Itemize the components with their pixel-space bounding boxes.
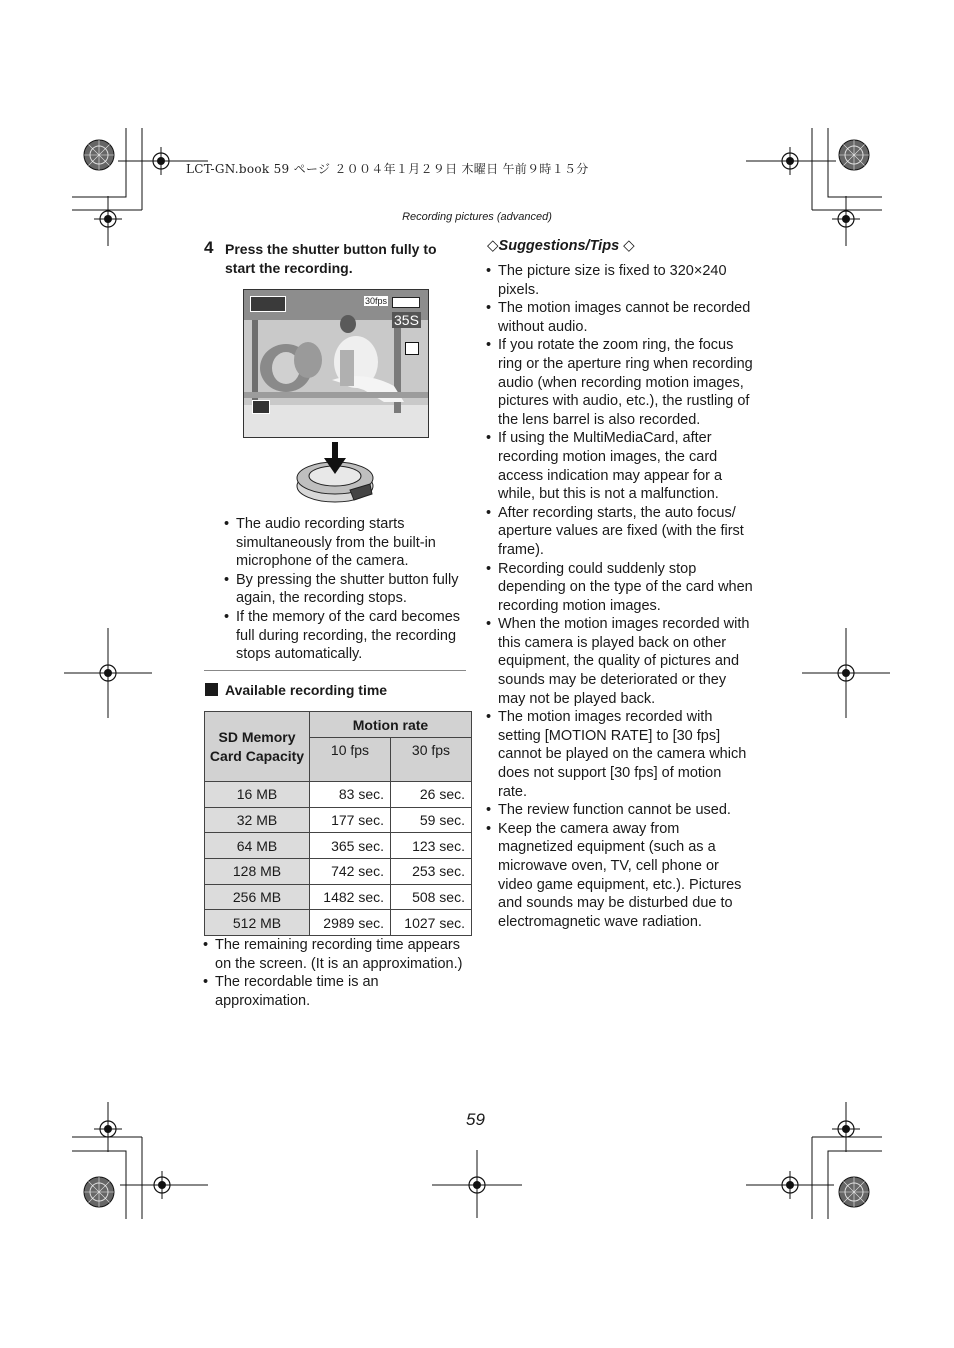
section-divider bbox=[204, 670, 466, 671]
fps30-cell: 26 sec. bbox=[391, 782, 472, 808]
camera-screen-illustration bbox=[243, 289, 429, 438]
list-item: • The recordable time is an approximation. bbox=[202, 973, 472, 1010]
fps10-cell: 1482 sec. bbox=[310, 884, 391, 910]
capacity-cell: 32 MB bbox=[205, 807, 310, 833]
square-bullet-icon bbox=[205, 683, 218, 696]
running-head: Recording pictures (advanced) bbox=[402, 211, 552, 223]
fps10-header: 10 fps bbox=[310, 738, 391, 782]
table-row bbox=[205, 782, 472, 808]
capacity-cell: 128 MB bbox=[205, 859, 310, 885]
list-item: • If using the MultiMediaCard, after recording motion images, the card access indication may appear for a while, but this is not a malfunction. bbox=[485, 429, 753, 503]
fps-indicator: 30fps bbox=[365, 296, 388, 306]
list-item: • Keep the camera away from magnetized equipment (such as a microwave oven, TV, cell phone or video game equipment, etc.). Pictures and sounds may be disturbed due to electromagnetic wave radiation. bbox=[485, 820, 753, 932]
capacity-cell: 256 MB bbox=[205, 884, 310, 910]
diamond-icon: ◇ bbox=[487, 237, 499, 254]
capacity-cell: 512 MB bbox=[205, 910, 310, 936]
list-item: • Recording could suddenly stop depending on the type of the card when recording motion images. bbox=[485, 560, 753, 616]
file-info-line: LCT-GN.book 59 ページ ２００４年１月２９日 木曜日 午前９時１５分 bbox=[186, 162, 589, 176]
list-item: • The picture size is fixed to 320×240 pixels. bbox=[485, 262, 753, 299]
page-number: 59 bbox=[466, 1110, 485, 1129]
step-number: 4 bbox=[204, 238, 214, 257]
fps10-cell: 83 sec. bbox=[310, 782, 391, 808]
table-row bbox=[205, 807, 472, 833]
battery-icon bbox=[392, 297, 420, 308]
list-item: • The review function cannot be used. bbox=[485, 801, 753, 820]
capacity-cell: 64 MB bbox=[205, 833, 310, 859]
list-item: • The motion images cannot be recorded without audio. bbox=[485, 299, 753, 336]
list-item: • The motion images recorded with setting [MOTION RATE] to [30 fps] cannot be played on the camera which does not support [30 fps] of motion rate. bbox=[485, 708, 753, 801]
heading-text: Available recording time bbox=[225, 682, 388, 698]
list-item: • When the motion images recorded with this camera is played back on other equipment, the quality of pictures and sounds may be deteriorated or they may not be played back. bbox=[485, 615, 753, 708]
list-item: • After recording starts, the auto focus/ aperture values are fixed (with the first frame). bbox=[485, 504, 753, 560]
motion-picture-mode-icon bbox=[250, 296, 286, 312]
remaining-time: 35S bbox=[394, 312, 419, 328]
capacity-header: SD Memory Card Capacity bbox=[205, 712, 310, 782]
audio-recording-icon bbox=[405, 342, 419, 355]
tips-heading-text: Suggestions/Tips bbox=[498, 238, 620, 254]
fps10-cell: 365 sec. bbox=[310, 833, 391, 859]
list-item: • If you rotate the zoom ring, the focus ring or the aperture ring when recording audio (when recording motion images, pictures with audio, etc.), the rustling of the lens barrel is also recorded. bbox=[485, 336, 753, 429]
diamond-icon: ◇ bbox=[623, 237, 635, 254]
fps30-cell: 123 sec. bbox=[391, 833, 472, 859]
fps10-cell: 742 sec. bbox=[310, 859, 391, 885]
list-item: • By pressing the shutter button fully again, the recording stops. bbox=[223, 571, 473, 608]
tips-list bbox=[485, 262, 753, 931]
shutter-button-press-icon bbox=[290, 440, 380, 510]
fps30-cell: 1027 sec. bbox=[391, 910, 472, 936]
recording-notes-list bbox=[223, 515, 473, 664]
list-item: • If the memory of the card becomes full during recording, the recording stops automatically. bbox=[223, 608, 473, 664]
tips-heading bbox=[487, 236, 635, 254]
fps30-header: 30 fps bbox=[391, 738, 472, 782]
list-item: • The audio recording starts simultaneously from the built-in microphone of the camera. bbox=[223, 515, 473, 571]
motion-rate-header: Motion rate bbox=[310, 712, 472, 738]
list-item: • The remaining recording time appears on the screen. (It is an approximation.) bbox=[202, 936, 472, 973]
table-row bbox=[205, 833, 472, 859]
recording-time-table bbox=[204, 711, 472, 936]
table-row bbox=[205, 910, 472, 936]
fps30-cell: 508 sec. bbox=[391, 884, 472, 910]
fps30-cell: 59 sec. bbox=[391, 807, 472, 833]
table-row bbox=[205, 884, 472, 910]
fps30-cell: 253 sec. bbox=[391, 859, 472, 885]
table-row bbox=[205, 859, 472, 885]
available-time-heading bbox=[205, 682, 387, 698]
step-instruction: Press the shutter button fully to start the recording. bbox=[225, 241, 437, 276]
fps10-cell: 177 sec. bbox=[310, 807, 391, 833]
fps10-cell: 2989 sec. bbox=[310, 910, 391, 936]
capacity-cell: 16 MB bbox=[205, 782, 310, 808]
metering-mode-icon bbox=[252, 400, 270, 414]
table-notes-list bbox=[202, 936, 472, 1010]
